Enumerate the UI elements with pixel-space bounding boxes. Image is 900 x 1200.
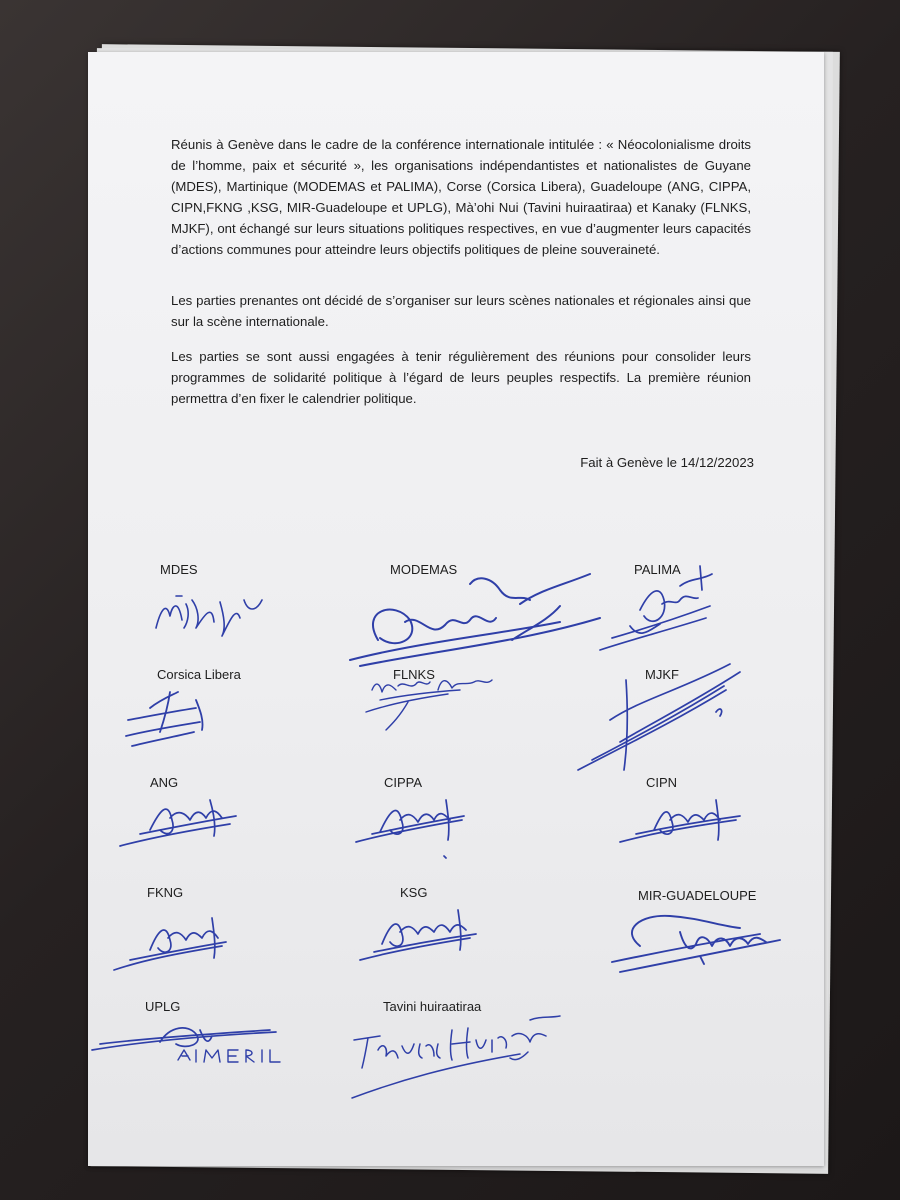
signature-uplg [92,1028,280,1062]
signature-mjkf [578,664,740,770]
paragraph-organisation: Les parties prenantes ont décidé de s’organiser sur leurs scènes nationales et régionales ainsi que sur la scène internationale. [171,293,751,329]
org-label-fkng: FKNG [147,885,184,900]
org-label-ksg: KSG [400,885,428,900]
org-label-palima: PALIMA [634,562,681,577]
org-label-mjkf: MJKF [645,667,679,682]
org-label-ang: ANG [150,775,179,790]
org-label-modemas: MODEMAS [390,562,458,577]
signature-fkng [114,918,226,970]
org-label-cipn: CIPN [646,775,678,790]
org-label-mir-guadeloupe: MIR-GUADELOUPE [638,888,757,903]
signature-cipn [620,800,740,842]
org-label-cippa: CIPPA [384,775,423,790]
paragraph-intro: Réunis à Genève dans le cadre de la conférence internationale intitulée : « Néocolonialisme droits de l’homme, paix et sécurité », les organisations indépendantistes et nationalistes de Guyane (MDES), Martinique (MODEMAS et PALIMA), Corse (Corsica Libera), Guadeloupe (ANG, CIPPA, CIPN,FKNG ,KSG, MIR-Guadeloupe et UPLG), Mà’ohi Nui (Tavini huiraatiraa) et Kanaky (FLNKS, MJKF), ont échangé sur leurs situations politiques respectives, en vue d’augmenter leurs capacités d’actions communes pour atteindre leurs objectifs politiques de pleine souveraineté. [171,137,751,257]
org-label-corsica-libera: Corsica Libera [157,667,241,682]
signature-ang [120,800,236,846]
signature-cippa [356,800,464,858]
org-label-mdes: MDES [160,562,198,577]
signature-mdes [156,596,262,636]
dateline: Fait à Genève le 14/12/22023 [580,455,754,470]
signature-mir-guadeloupe [612,916,780,972]
signature-corsica-libera [126,692,203,746]
org-label-tavini-huiraatiraa: Tavini huiraatiraa [383,999,482,1014]
signature-tavini-huiraatiraa [352,1016,560,1098]
org-label-uplg: UPLG [145,999,181,1014]
org-label-flnks: FLNKS [393,667,435,682]
signature-modemas [350,574,600,666]
signature-palima [600,566,712,650]
signature-ksg [360,910,476,960]
signature-flnks [366,680,492,730]
paragraph-engagement: Les parties se sont aussi engagées à tenir régulièrement des réunions pour consolider leurs programmes de solidarité politique à l’égard de leurs peuples respectifs. La première réunion permettra d’en fixer le calendrier politique. [171,349,751,406]
